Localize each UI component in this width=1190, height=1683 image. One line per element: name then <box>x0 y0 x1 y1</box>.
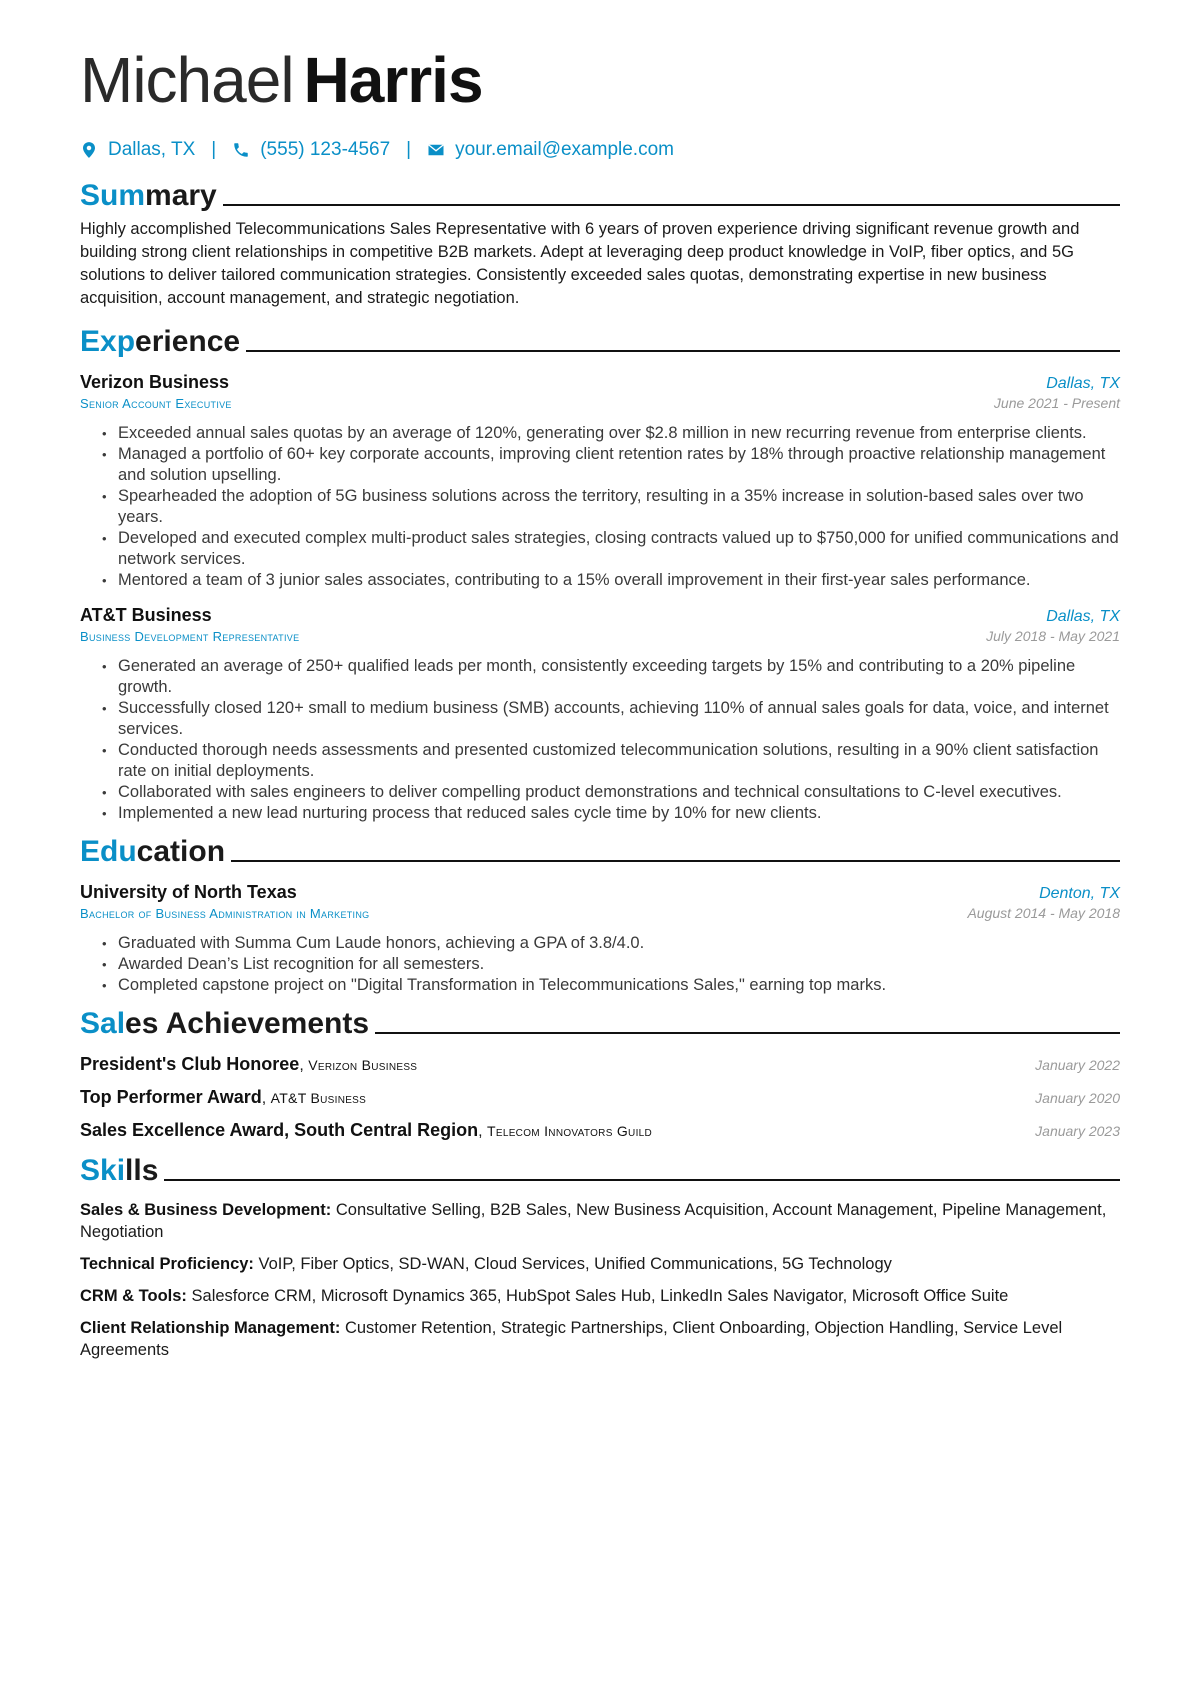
skill-category: Technical Proficiency: <box>80 1255 254 1273</box>
job-dates: July 2018 - May 2021 <box>986 628 1120 644</box>
list-item: • Graduated with Summa Cum Laude honors, achieving a GPA of 3.8/4.0. <box>102 933 1120 954</box>
list-item: • Collaborated with sales engineers to deliver compelling product demonstrations and technical consultations to C-level executives. <box>102 782 1120 803</box>
list-item: • Developed and executed complex multi-product sales strategies, closing contracts valued up to $750,000 for unified communications and network services. <box>102 528 1120 570</box>
list-item: • Managed a portfolio of 60+ key corporate accounts, improving client retention rates by 18% through proactive relationship management and solution upselling. <box>102 444 1120 486</box>
skill-category: CRM & Tools: <box>80 1287 187 1305</box>
experience-entry <box>80 605 1120 824</box>
achievement-date: January 2020 <box>1035 1090 1120 1106</box>
experience-heading: Experience <box>80 324 1120 360</box>
section-divider <box>375 1032 1120 1034</box>
section-divider <box>231 860 1120 862</box>
achievement-issuer: AT&T Business <box>270 1090 367 1106</box>
skill-items: Customer Retention, Strategic Partnerships, Client Onboarding, Objection Handling, Service Level Agreements <box>80 1319 1063 1359</box>
summary-heading: Summary <box>80 178 1120 214</box>
contact-location <box>80 139 195 161</box>
skill-category: Client Relationship Management: <box>80 1319 341 1337</box>
skill-items: VoIP, Fiber Optics, SD-WAN, Cloud Services, Unified Communications, 5G Technology <box>258 1255 892 1273</box>
section-divider <box>164 1179 1120 1181</box>
achievements-heading: Sales Achievements <box>80 1006 1120 1042</box>
contact-bar <box>80 136 1120 164</box>
degree: Bachelor of Business Administration in Marketing <box>80 906 370 921</box>
school-name: University of North Texas <box>80 882 297 902</box>
achievement-item: Sales Excellence Award, South Central Region, Telecom Innovators Guild January 2023 <box>80 1120 1120 1140</box>
education-entry <box>80 882 1120 996</box>
candidate-name <box>80 38 1120 122</box>
skill-group <box>80 1285 1120 1307</box>
list-item: • Mentored a team of 3 junior sales associates, contributing to a 15% overall improvement in their first-year sales performance. <box>102 570 1120 591</box>
employer-name: AT&T Business <box>80 605 212 625</box>
list-item: • Completed capstone project on "Digital Transformation in Telecommunications Sales," earning top marks. <box>102 975 1120 996</box>
achievement-title: Top Performer Award <box>80 1087 262 1107</box>
list-item: • Successfully closed 120+ small to medium business (SMB) accounts, achieving 110% of annual sales goals for data, voice, and internet services. <box>102 698 1120 740</box>
education-bullets <box>80 933 1120 996</box>
last-name: Harris <box>303 44 483 116</box>
map-pin-icon <box>80 140 98 160</box>
job-title: Business Development Representative <box>80 629 300 644</box>
achievement-issuer: Verizon Business <box>308 1057 418 1073</box>
achievement-item: Top Performer Award, AT&T Business January 2020 <box>80 1087 1120 1107</box>
location-text: Dallas, TX <box>108 139 196 160</box>
skill-category: Sales & Business Development: <box>80 1201 332 1219</box>
skill-group <box>80 1253 1120 1275</box>
phone-icon <box>232 140 250 160</box>
job-bullets <box>80 423 1120 591</box>
contact-email[interactable] <box>427 139 674 161</box>
job-dates: June 2021 - Present <box>993 395 1120 411</box>
job-location: Dallas, TX <box>1046 375 1120 392</box>
skill-group <box>80 1317 1120 1361</box>
education-dates: August 2014 - May 2018 <box>967 905 1120 921</box>
list-item: • Exceeded annual sales quotas by an average of 120%, generating over $2.8 million in new recurring revenue from enterprise clients. <box>102 423 1120 444</box>
skill-group <box>80 1199 1120 1243</box>
first-name: Michael <box>80 44 294 116</box>
job-title: Senior Account Executive <box>80 396 232 411</box>
achievement-date: January 2022 <box>1035 1057 1120 1073</box>
list-item: • Conducted thorough needs assessments and presented customized telecommunication solutions, resulting in a 90% client satisfaction rate on initial deployments. <box>102 740 1120 782</box>
contact-phone[interactable] <box>232 139 390 161</box>
contact-separator: | <box>406 139 412 160</box>
skill-items: Salesforce CRM, Microsoft Dynamics 365, HubSpot Sales Hub, LinkedIn Sales Navigator, Microsoft Office Suite <box>191 1287 1009 1305</box>
achievement-title: Sales Excellence Award, South Central Region <box>80 1120 479 1140</box>
school-location: Denton, TX <box>1039 885 1120 902</box>
list-item: • Implemented a new lead nurturing process that reduced sales cycle time by 10% for new clients. <box>102 803 1120 824</box>
achievement-date: January 2023 <box>1035 1123 1120 1139</box>
section-divider <box>246 350 1120 352</box>
job-bullets <box>80 656 1120 824</box>
skill-items: Consultative Selling, B2B Sales, New Business Acquisition, Account Management, Pipeline Management, Negotiation <box>80 1201 1107 1241</box>
skills-heading: Skills <box>80 1153 1120 1189</box>
list-item: • Spearheaded the adoption of 5G business solutions across the territory, resulting in a 35% increase in solution-based sales over two years. <box>102 486 1120 528</box>
employer-name: Verizon Business <box>80 372 230 392</box>
resume-page <box>80 38 1120 1361</box>
envelope-icon <box>427 140 445 160</box>
list-item: • Awarded Dean’s List recognition for all semesters. <box>102 954 1120 975</box>
section-divider <box>223 204 1120 206</box>
phone-text: (555) 123-4567 <box>260 139 391 160</box>
contact-separator: | <box>211 139 217 160</box>
experience-entry <box>80 372 1120 591</box>
achievement-title: President's Club Honoree <box>80 1054 300 1074</box>
achievement-issuer: Telecom Innovators Guild <box>487 1123 653 1139</box>
list-item: • Generated an average of 250+ qualified leads per month, consistently exceeding targets by 15% and contributing to a 20% pipeline growth. <box>102 656 1120 698</box>
education-heading: Education <box>80 834 1120 870</box>
summary-text: Highly accomplished Telecommunications Sales Representative with 6 years of proven experience driving significant revenue growth and building strong client relationships in competitive B2B markets. Adept at leveraging deep product knowledge in VoIP, fiber optics, and 5G solutions to deliver tailored communication strategies. Consistently exceeded sales quotas, demonstrating expertise in new business acquisition, account management, and strategic negotiation. <box>80 220 1080 307</box>
job-location: Dallas, TX <box>1046 608 1120 625</box>
achievement-item: President's Club Honoree, Verizon Business January 2022 <box>80 1054 1120 1074</box>
email-text: your.email@example.com <box>455 139 674 160</box>
